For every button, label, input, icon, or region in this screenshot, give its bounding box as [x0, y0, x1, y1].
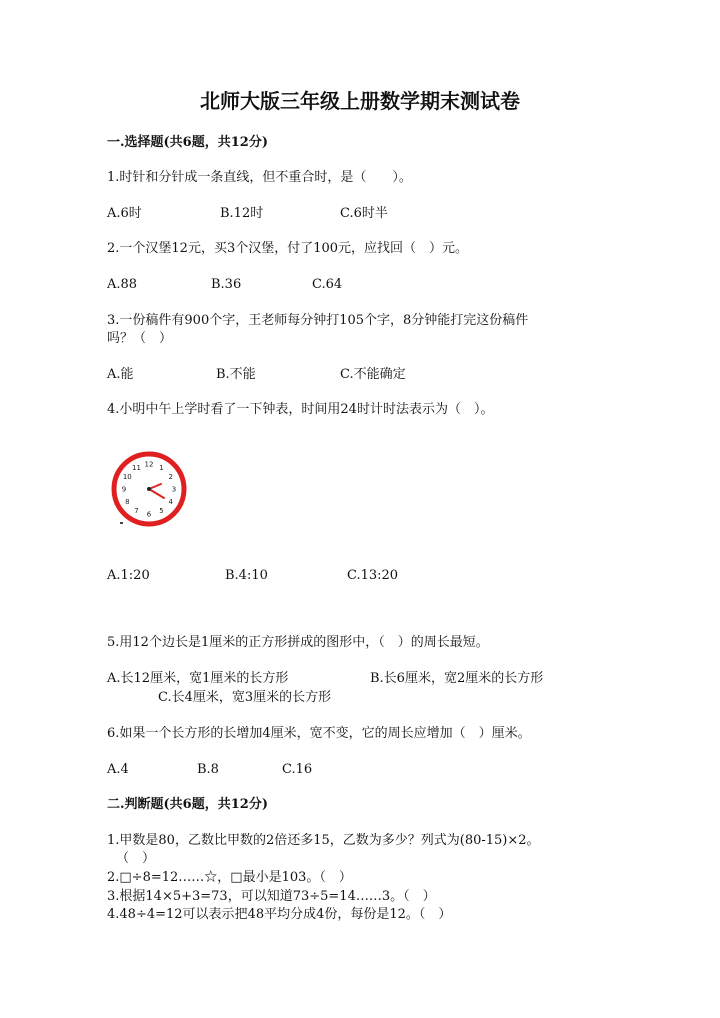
- clock-image: [110, 450, 188, 528]
- section-heading-choice: 一.选择题(共6题，共12分): [107, 135, 268, 150]
- judgement-item-1-bracket: （ ）: [116, 851, 156, 866]
- question-5-stem: 5.用12个边长是1厘米的正方形拼成的图形中，（ ）的周长最短。: [107, 635, 489, 650]
- question-2-stem: 2.一个汉堡12元，买3个汉堡，付了100元，应找回（ ）元。: [107, 241, 469, 256]
- question-3-option-b: B.不能: [216, 367, 256, 382]
- page-title: 北师大版三年级上册数学期末测试卷: [200, 89, 520, 113]
- question-4-option-c: C.13:20: [347, 568, 399, 583]
- clock-number-6: 6: [146, 510, 152, 519]
- judgement-item-2: 2.□÷8=12……☆，□最小是103。（ ）: [107, 870, 352, 885]
- question-3-option-a: A.能: [107, 367, 134, 382]
- question-6-option-b: B.8: [197, 762, 219, 777]
- clock-number-9: 9: [121, 485, 127, 494]
- question-5-option-b: B.长6厘米，宽2厘米的长方形: [370, 671, 544, 686]
- question-2-option-a: A.88: [107, 277, 138, 292]
- clock-number-5: 5: [159, 507, 164, 516]
- question-3-option-c: C.不能确定: [340, 367, 406, 382]
- question-6-option-c: C.16: [282, 762, 313, 777]
- question-1-option-c: C.6时半: [340, 206, 388, 221]
- judgement-item-1: 1.甲数是80，乙数比甲数的2倍还多15，乙数为多少？列式为(80-15)×2。: [107, 833, 540, 848]
- section-heading-judgement: 二.判断题(共6题，共12分): [107, 797, 268, 812]
- question-3-stem-line2: 吗？（ ）: [107, 331, 173, 346]
- clock-number-10: 10: [122, 473, 132, 481]
- clock-number-1: 1: [159, 463, 164, 472]
- clock-number-12: 12: [144, 460, 154, 469]
- judgement-item-3: 3.根据14×5+3=73，可以知道73÷5=14……3。（ ）: [107, 889, 436, 904]
- question-4-option-a: A.1:20: [107, 568, 150, 583]
- question-6-stem: 6.如果一个长方形的长增加4厘米，宽不变，它的周长应增加（ ）厘米。: [107, 726, 531, 741]
- clock-number-2: 2: [168, 473, 173, 481]
- clock-number-7: 7: [134, 507, 139, 516]
- question-5-option-a: A.长12厘米，宽1厘米的长方形: [107, 671, 289, 686]
- question-5-option-c: C.长4厘米，宽3厘米的长方形: [158, 690, 332, 705]
- clock-number-8: 8: [125, 498, 130, 506]
- question-2-option-c: C.64: [312, 277, 343, 292]
- question-4-option-b: B.4:10: [225, 568, 268, 583]
- clock-number-3: 3: [171, 485, 177, 494]
- judgement-item-4: 4.48÷4=12可以表示把48平均分成4份，每份是12。（ ）: [107, 907, 452, 922]
- question-1-stem: 1.时针和分针成一条直线，但不重合时，是（ ）。: [107, 170, 412, 185]
- clock-number-11: 11: [132, 463, 141, 472]
- question-3-stem-line1: 3.一份稿件有900个字，王老师每分钟打105个字，8分钟能打完这份稿件: [107, 313, 529, 328]
- question-6-option-a: A.4: [107, 762, 129, 777]
- clock-number-4: 4: [168, 498, 173, 506]
- question-2-option-b: B.36: [211, 277, 242, 292]
- clock-center: [147, 487, 151, 491]
- question-1-option-a: A.6时: [107, 206, 142, 221]
- image-dot: [120, 522, 123, 524]
- question-1-option-b: B.12时: [220, 206, 264, 221]
- question-4-stem: 4.小明中午上学时看了一下钟表，时间用24时计时法表示为（ ）。: [107, 402, 494, 417]
